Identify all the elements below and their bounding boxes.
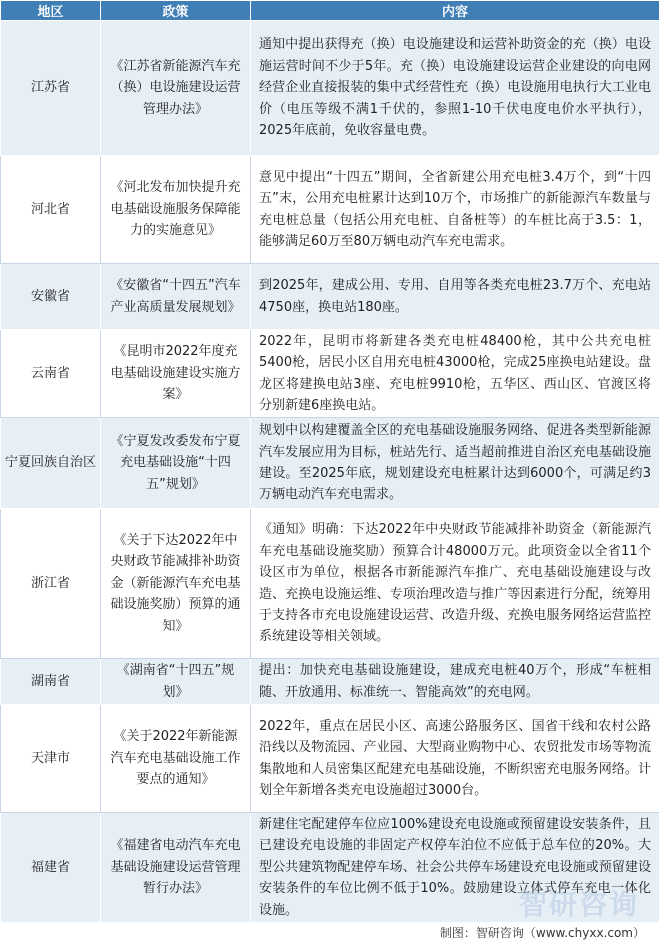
- content-cell: 意见中提出“十四五”期间，全省新建公用充电桩3.4万个，到“十四五”末，公用充电桩累计达到10万个，市场推广的新能源汽车数量与充电桩总量（包括公用充电桩、自备桩等）的车桩比高于3.5：1，能够满足60万至80万辆电动汽车充电需求。: [251, 156, 659, 264]
- policy-cell: 《福建省电动汽车充电基础设施建设运营管理暂行办法》: [101, 813, 251, 923]
- region-cell: 浙江省: [1, 509, 101, 659]
- policy-cell: 《安徽省“十四五”汽车产业高质量发展规划》: [101, 264, 251, 330]
- policy-cell: 《江苏省新能源汽车充（换）电设施建设运营管理办法》: [101, 21, 251, 156]
- content-cell: 《通知》明确：下达2022年中央财政节能减排补助资金（新能源汽车充电基础设施奖励）预算合计48000万元。此项资金以全省11个设区市为单位，根据各市新能源汽车推广、充电基础设施建设与改造、充换电设施运维、专项治理改造与推广等因素进行分配，统筹用于支持各市充电设施建设运营、改造升级、充换电服务网络运营监控系统建设等相关领域。: [251, 509, 659, 659]
- region-cell: 安徽省: [1, 264, 101, 330]
- content-cell: 2022年，昆明市将新建各类充电桩48400枪，其中公共充电桩5400枪，居民小区自用充电桩43000枪，完成25座换电站建设。盘龙区将建换电站3座、充电桩9910枪，五华区、西山区、官渡区将分别新建6座换电站。: [251, 330, 659, 418]
- region-cell: 河北省: [1, 156, 101, 264]
- table-row: [1, 21, 659, 156]
- table-row: [1, 264, 659, 330]
- content-cell: 2022年，重点在居民小区、高速公路服务区、国省干线和农村公路沿线以及物流园、产业园、大型商业购物中心、农贸批发市场等物流集散地和人员密集区配建充电基础设施，不断织密充电服务网络。计划全年新增各类充电设施超过3000台。: [251, 705, 659, 813]
- content-cell: 通知中提出获得充（换）电设施建设和运营补助资金的充（换）电设施运营时间不少于5年。充（换）电设施建设运营企业建设的向电网经营企业直接报装的集中式经营性充（换）电设施用电执行大工业电价（电压等级不满1千伏的，参照1-10千伏电度电价水平执行），2025年底前，免收容量电费。: [251, 21, 659, 156]
- policy-cell: 《湖南省“十四五”规划》: [101, 659, 251, 705]
- table-row: [1, 418, 659, 509]
- policy-cell: 《昆明市2022年度充电基础设施建设实施方案》: [101, 330, 251, 418]
- content-cell: 到2025年，建成公用、专用、自用等各类充电桩23.7万个、充电站4750座，换电站180座。: [251, 264, 659, 330]
- policy-cell: 《河北发布加快提升充电基础设施服务保障能力的实施意见》: [101, 156, 251, 264]
- region-cell: 天津市: [1, 705, 101, 813]
- region-cell: 云南省: [1, 330, 101, 418]
- content-cell: 提出：加快充电基础设施建设，建成充电桩40万个，形成“车桩相随、开放通用、标准统一、智能高效”的充电网。: [251, 659, 659, 705]
- policy-cell: 《宁夏发改委发布宁夏充电基础设施“十四五”规划》: [101, 418, 251, 509]
- source-credit: 制图：智研咨询（www.chyxx.com）: [0, 923, 659, 943]
- header-content: 内容: [251, 1, 659, 21]
- policy-cell: 《关于下达2022年中央财政节能减排补助资金（新能源汽车充电基础设施奖励）预算的通知》: [101, 509, 251, 659]
- table-row: [1, 330, 659, 418]
- region-cell: 湖南省: [1, 659, 101, 705]
- table-row: [1, 156, 659, 264]
- table-row: [1, 509, 659, 659]
- content-cell: 规划中以构建覆盖全区的充电基础设施服务网络、促进各类型新能源汽车发展应用为目标，桩站先行、适当超前推进自治区充电基础设施建设。至2025年底，规划建设充电桩累计达到6000个，可满足约3万辆电动汽车充电需求。: [251, 418, 659, 509]
- region-cell: 宁夏回族自治区: [1, 418, 101, 509]
- table-header-row: [1, 1, 659, 21]
- region-cell: 江苏省: [1, 21, 101, 156]
- policy-cell: 《关于2022年新能源汽车充电基础设施工作要点的通知》: [101, 705, 251, 813]
- header-policy: 政策: [101, 1, 251, 21]
- region-cell: 福建省: [1, 813, 101, 923]
- header-region: 地区: [1, 1, 101, 21]
- table-row: [1, 659, 659, 705]
- content-cell: 新建住宅配建停车位应100%建设充电设施或预留建设安装条件，且已建设充电设施的非固定产权停车泊位不应低于总车位的20%。大型公共建筑物配建停车场、社会公共停车场建设充电设施或预留建设安装条件的车位比例不低于10%。鼓励建设立体式停车充电一体化设施。: [251, 813, 659, 923]
- table-row: [1, 813, 659, 923]
- table-row: [1, 705, 659, 813]
